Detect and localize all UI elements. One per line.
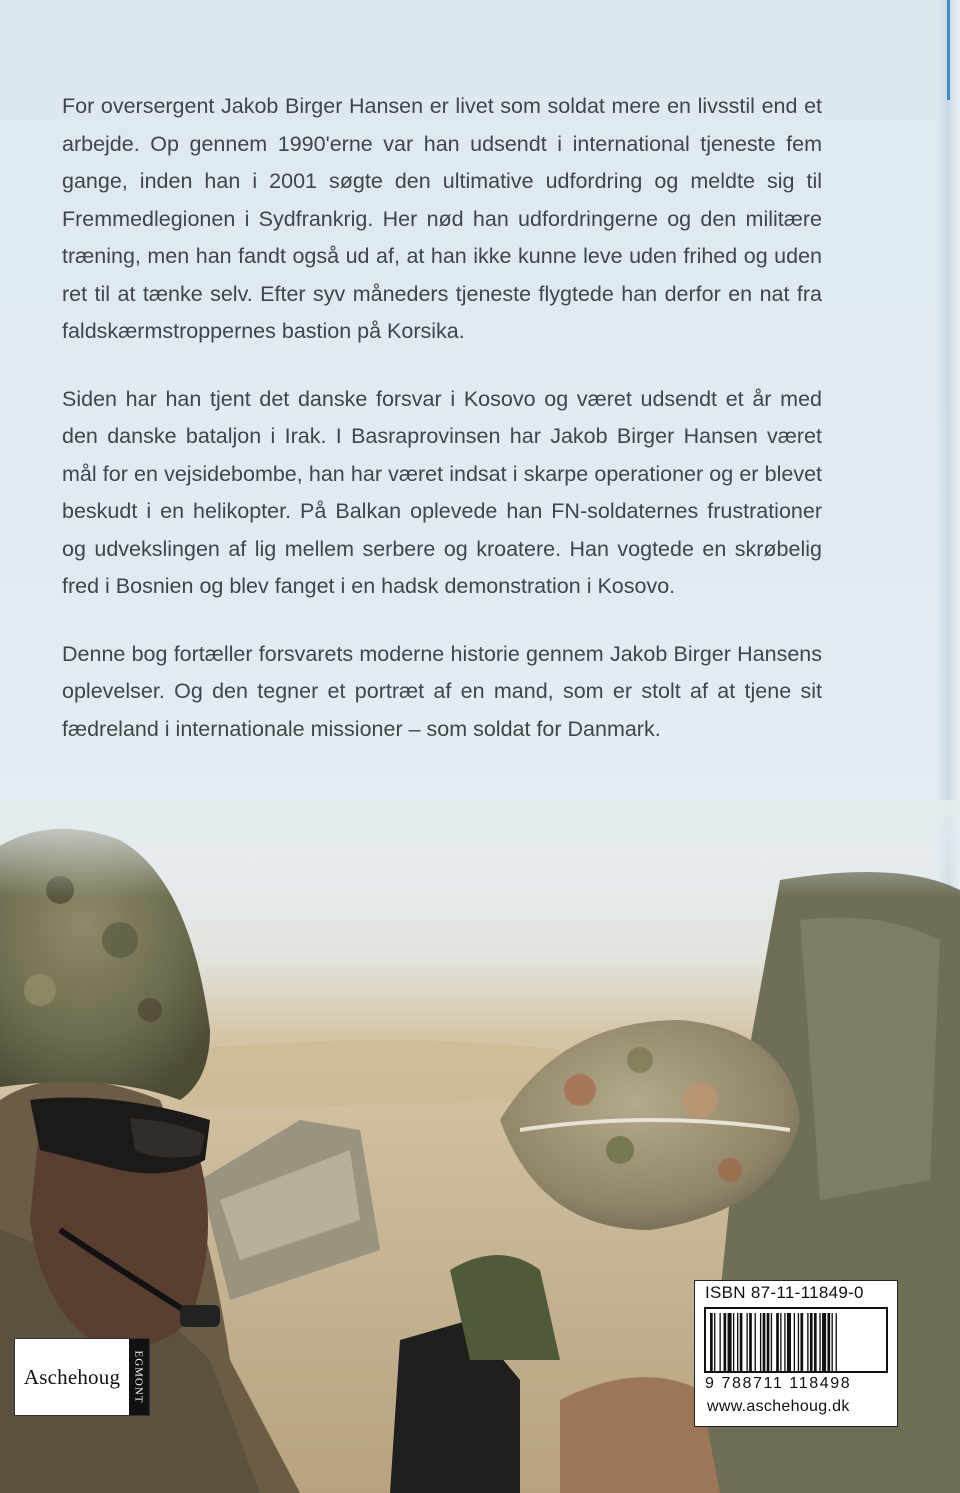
barcode-bar xyxy=(767,1313,770,1371)
barcode-bar xyxy=(719,1313,720,1371)
barcode-bar xyxy=(784,1313,785,1371)
blurb-text xyxy=(62,88,822,778)
edge-accent-line xyxy=(947,0,950,100)
barcode-bar xyxy=(780,1313,781,1371)
barcode-bar xyxy=(755,1313,756,1371)
barcode-bar xyxy=(819,1313,820,1371)
barcode-bar xyxy=(776,1313,779,1371)
barcode-bar xyxy=(710,1313,713,1371)
barcode-bar xyxy=(807,1313,808,1371)
barcode-bar xyxy=(740,1313,743,1371)
barcode-bar xyxy=(810,1313,813,1371)
isbn-barcode-digits: 9 788711 118498 xyxy=(705,1375,852,1392)
barcode-bar xyxy=(724,1313,727,1371)
barcode-bar xyxy=(800,1313,803,1371)
barcode-bar xyxy=(763,1313,766,1371)
blurb-paragraph-2: Siden har han tjent det danske forsvar i Kosovo og været udsendt et år med den danske bataljon i Irak. I Basraprovinsen har Jakob Birger Hansen været mål for en vejsidebombe, han har været indsat i skarpe operationer og er blevet beskudt i en helikopter. På Balkan oplevede han FN-soldaternes frustrationer og udvekslingen af lig mellem serbere og kroatere. Han vogtede en skrøbelig fred i Bosnien og blev fanget i en hadsk demonstration i Kosovo. xyxy=(62,386,822,598)
barcode-bar xyxy=(737,1313,738,1371)
barcode-bar xyxy=(746,1313,747,1371)
publisher-website: www.aschehoug.dk xyxy=(707,1398,850,1415)
barcode-bar xyxy=(832,1313,833,1371)
barcode-icon xyxy=(704,1307,888,1373)
publisher-group: EGMONT xyxy=(133,1350,145,1404)
publisher-logo xyxy=(14,1338,150,1416)
publisher-name: Aschehoug xyxy=(23,1364,121,1389)
barcode-bar xyxy=(760,1313,761,1371)
barcode-bar xyxy=(814,1313,817,1371)
barcode-bar xyxy=(822,1313,826,1371)
barcode-bar xyxy=(771,1313,772,1371)
barcode-bars xyxy=(710,1313,882,1371)
barcode-bar xyxy=(728,1313,732,1371)
publisher-group-band xyxy=(129,1339,149,1415)
isbn-label: ISBN 87-11-11849-0 xyxy=(705,1283,864,1302)
isbn-block xyxy=(694,1280,898,1427)
barcode-bar xyxy=(794,1313,795,1371)
barcode-bar xyxy=(749,1313,752,1371)
barcode-bar xyxy=(827,1313,830,1371)
barcode-bar xyxy=(787,1313,791,1371)
blurb-paragraph-1: For oversergent Jakob Birger Hansen er livet som soldat mere en livsstil end et arbejde. Op gennem 1990'erne var han udsendt i international tjeneste fem gange, inden han i 2001 søgte den ultimative udfordring og meldte sig til Fremmedlegionen i Sydfrankrig. Her nød han udfordringerne og den militære træning, men han fandt også ud af, at han ikke kunne leve uden frihed og uden ret til at tænke selv. Efter syv måneders tjeneste flygtede han derfor en nat fra faldskærmstroppernes bastion på Korsika. xyxy=(62,94,822,343)
barcode-bar xyxy=(798,1313,799,1371)
barcode-bar xyxy=(714,1313,715,1371)
barcode-bar xyxy=(836,1313,837,1371)
blurb-paragraph-3: Denne bog fortæller forsvarets moderne historie gennem Jakob Birger Hansens oplevelser. Og den tegner et portræt af en mand, som er stolt af at tjene sit fædreland i internationale missioner – som soldat for Danmark. xyxy=(62,641,822,741)
barcode-bar xyxy=(733,1313,734,1371)
